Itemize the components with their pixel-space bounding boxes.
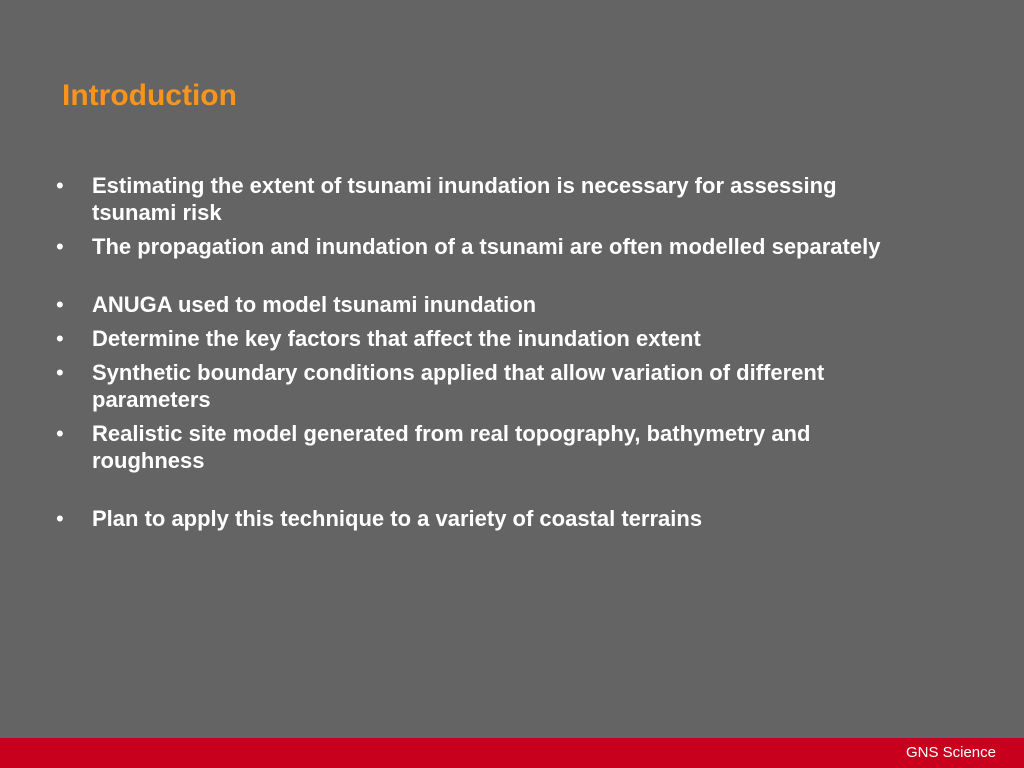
bullet-item xyxy=(56,505,896,532)
bullet-icon: • xyxy=(56,360,64,385)
footer-org-label: GNS Science xyxy=(905,744,996,761)
bullet-text: Determine the key factors that affect the inundation extent xyxy=(92,326,701,351)
bullet-text: Estimating the extent of tsunami inundation is necessary for assessing tsunami risk xyxy=(92,173,837,225)
bullet-icon: • xyxy=(56,234,64,259)
bullet-text: ANUGA used to model tsunami inundation xyxy=(92,292,537,317)
bullet-icon: • xyxy=(56,506,64,531)
bullet-text: Synthetic boundary conditions applied that allow variation of different parameters xyxy=(92,360,825,412)
bullet-icon: • xyxy=(56,173,64,198)
bullet-text: Plan to apply this technique to a variety of coastal terrains xyxy=(92,506,703,531)
bullet-item xyxy=(56,359,896,413)
bullet-icon: • xyxy=(56,292,64,317)
bullet-item xyxy=(56,172,896,226)
bullet-item xyxy=(56,325,896,352)
bullet-icon: • xyxy=(56,326,64,351)
bullet-text: The propagation and inundation of a tsunami are often modelled separately xyxy=(92,234,881,259)
bullet-text: Realistic site model generated from real topography, bathymetry and roughness xyxy=(92,421,811,473)
bullet-item xyxy=(56,291,896,318)
slide-title: Introduction xyxy=(62,79,237,112)
bullet-item xyxy=(56,420,896,474)
footer-bar xyxy=(0,738,1024,768)
bullet-icon: • xyxy=(56,421,64,446)
bullet-list xyxy=(56,172,896,539)
bullet-item xyxy=(56,233,896,260)
